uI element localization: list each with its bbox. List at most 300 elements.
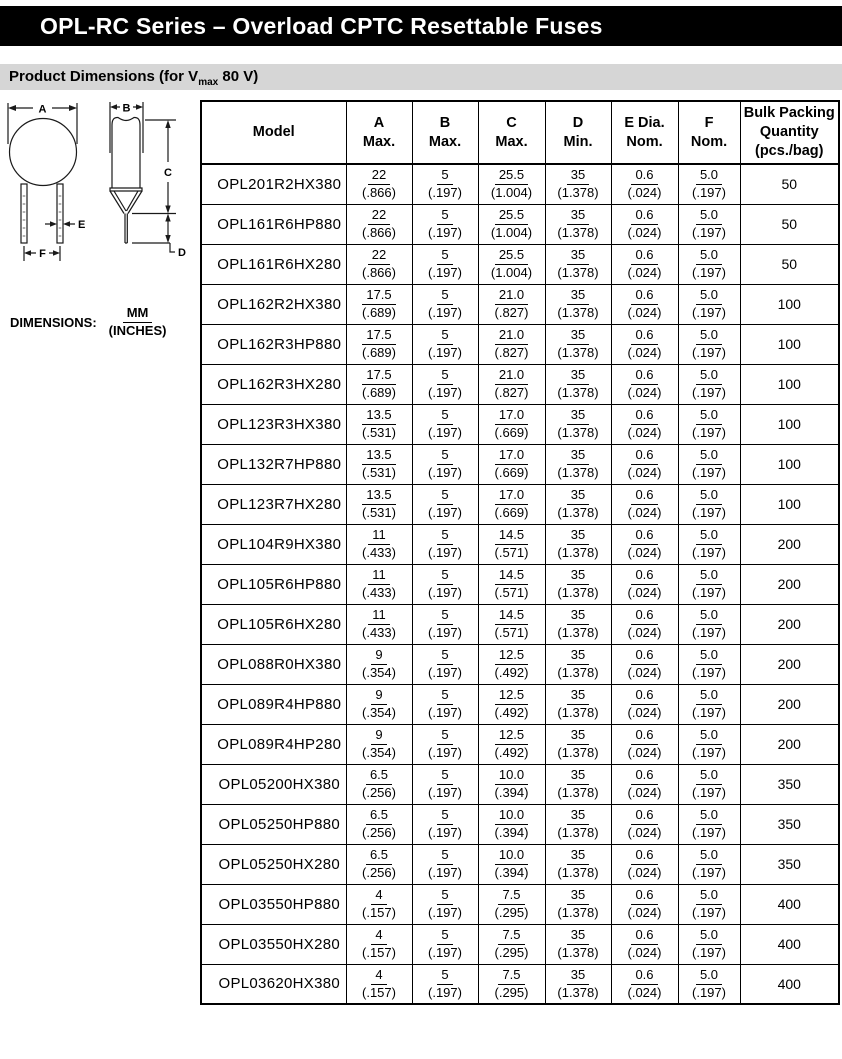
model-cell: OPL123R7HX280 <box>201 484 346 524</box>
dimension-cell <box>346 484 412 524</box>
dimension-cell <box>545 164 611 204</box>
dimensions-label: DIMENSIONS: <box>10 314 97 330</box>
product-dimension-diagram <box>0 100 200 292</box>
dimension-cell <box>545 964 611 1004</box>
bulk-quantity-cell: 100 <box>740 284 839 324</box>
bulk-quantity-cell: 100 <box>740 444 839 484</box>
mm-inch-fraction: $\frac{5.0}{(.197)}$ <box>692 767 726 800</box>
mm-inch-fraction: $\frac{35}{(1.378)}$ <box>557 407 599 440</box>
mm-inch-fraction: $\frac{4}{(.157)}$ <box>362 887 396 920</box>
mm-inch-fraction: $\frac{35}{(1.378)}$ <box>557 447 599 480</box>
mm-inch-fraction: $\frac{14.5}{(.571)}$ <box>494 527 529 560</box>
table-row <box>201 964 839 1004</box>
dimension-cell <box>478 844 545 884</box>
column-header-b-max: B Max. <box>412 101 478 164</box>
mm-inch-fraction: $\frac{5.0}{(.197)}$ <box>692 527 726 560</box>
dimension-cell <box>611 364 678 404</box>
dimension-cell <box>611 164 678 204</box>
model-cell: OPL105R6HP880 <box>201 564 346 604</box>
bulk-quantity-cell: 350 <box>740 804 839 844</box>
dimension-cell <box>478 724 545 764</box>
dimension-cell <box>346 564 412 604</box>
dimension-cell <box>478 924 545 964</box>
dimension-cell <box>545 844 611 884</box>
mm-inch-fraction: $\frac{5}{(.197)}$ <box>428 567 462 600</box>
dimension-cell <box>545 484 611 524</box>
dimension-cell <box>611 724 678 764</box>
mm-inch-fraction: $\frac{25.5}{(1.004)}$ <box>490 247 533 280</box>
mm-inch-fraction: $\frac{7.5}{(.295)}$ <box>494 966 529 1000</box>
mm-inch-fraction: $\frac{22}{(.866)}$ <box>362 207 396 240</box>
mm-inch-fraction: $\frac{21.0}{(.827)}$ <box>494 287 529 320</box>
mm-inch-fraction: $\frac{0.6}{(.024)}$ <box>627 287 662 320</box>
dimensions-note <box>0 306 200 339</box>
model-cell: OPL162R3HX280 <box>201 364 346 404</box>
mm-inch-fraction: $\frac{17.0}{(.669)}$ <box>494 447 529 480</box>
dimension-cell <box>346 604 412 644</box>
mm-inch-fraction: $\frac{0.6}{(.024)}$ <box>627 607 662 640</box>
mm-inch-fraction: $\frac{0.6}{(.024)}$ <box>627 527 662 560</box>
mm-inch-fraction: $\frac{25.5}{(1.004)}$ <box>490 207 533 240</box>
mm-inch-fraction: $\frac{13.5}{(.531)}$ <box>362 487 396 520</box>
dimension-cell <box>678 484 740 524</box>
dimension-cell <box>478 324 545 364</box>
mm-inch-fraction: $\frac{12.5}{(.492)}$ <box>494 647 529 680</box>
model-cell: OPL162R3HP880 <box>201 324 346 364</box>
dimension-cell <box>478 444 545 484</box>
units-mm: MM <box>123 306 153 323</box>
dimension-cell <box>678 644 740 684</box>
title-bar <box>0 6 842 46</box>
bulk-quantity-cell: 350 <box>740 764 839 804</box>
column-header-a-max: A Max. <box>346 101 412 164</box>
table-row <box>201 684 839 724</box>
table-row <box>201 924 839 964</box>
dimension-cell <box>478 884 545 924</box>
table-row <box>201 884 839 924</box>
mm-inch-fraction: $\frac{35}{(1.378)}$ <box>557 247 599 280</box>
dimension-cell <box>346 804 412 844</box>
dimension-cell <box>545 364 611 404</box>
mm-inch-fraction: $\frac{35}{(1.378)}$ <box>557 367 599 400</box>
mm-inch-fraction: $\frac{10.0}{(.394)}$ <box>494 847 529 880</box>
mm-inch-fraction: $\frac{5}{(.197)}$ <box>428 687 462 720</box>
dimension-cell <box>545 924 611 964</box>
column-header-f-nom: F Nom. <box>678 101 740 164</box>
mm-inch-fraction: $\frac{11}{(.433)}$ <box>362 527 396 560</box>
mm-inch-fraction: $\frac{5.0}{(.197)}$ <box>692 327 726 360</box>
mm-inch-fraction: $\frac{0.6}{(.024)}$ <box>627 367 662 400</box>
mm-inch-fraction: $\frac{22}{(.866)}$ <box>362 247 396 280</box>
model-cell: OPL105R6HX280 <box>201 604 346 644</box>
mm-inch-fraction: $\frac{22}{(.866)}$ <box>362 167 396 201</box>
dimension-cell <box>478 604 545 644</box>
mm-inch-fraction: $\frac{5}{(.197)}$ <box>428 607 462 640</box>
mm-inch-fraction: $\frac{12.5}{(.492)}$ <box>494 687 529 720</box>
dimension-cell <box>346 284 412 324</box>
mm-inch-fraction: $\frac{5}{(.197)}$ <box>428 367 462 400</box>
dimension-cell <box>346 924 412 964</box>
bulk-quantity-cell: 200 <box>740 564 839 604</box>
mm-inch-fraction: $\frac{17.0}{(.669)}$ <box>494 487 529 520</box>
mm-inch-fraction: $\frac{14.5}{(.571)}$ <box>494 567 529 600</box>
dimension-cell <box>545 244 611 284</box>
dimension-cell <box>346 364 412 404</box>
dimension-cell <box>611 684 678 724</box>
model-cell: OPL201R2HX380 <box>201 164 346 204</box>
dimension-cell <box>412 884 478 924</box>
mm-inch-fraction: $\frac{5.0}{(.197)}$ <box>692 687 726 720</box>
dimension-cell <box>545 804 611 844</box>
mm-inch-fraction: $\frac{35}{(1.378)}$ <box>557 167 599 201</box>
dim-d-arrows <box>132 214 186 260</box>
mm-inch-fraction: $\frac{7.5}{(.295)}$ <box>494 927 529 960</box>
dimension-cell <box>346 324 412 364</box>
dimension-cell <box>545 764 611 804</box>
model-cell: OPL05200HX380 <box>201 764 346 804</box>
mm-inch-fraction: $\frac{5}{(.197)}$ <box>428 647 462 680</box>
table-row <box>201 244 839 284</box>
dim-label-d: D <box>178 247 186 259</box>
dimension-cell <box>611 764 678 804</box>
bulk-quantity-cell: 400 <box>740 964 839 1004</box>
dim-e-arrows <box>45 219 85 231</box>
model-cell: OPL03620HX380 <box>201 964 346 1004</box>
mm-inch-fraction: $\frac{5.0}{(.197)}$ <box>692 567 726 600</box>
dimension-cell <box>611 444 678 484</box>
dimension-cell <box>678 364 740 404</box>
mm-inch-fraction: $\frac{0.6}{(.024)}$ <box>627 167 662 201</box>
column-header-model: Model <box>201 101 346 164</box>
dimension-cell <box>611 604 678 644</box>
disc-body-front <box>10 119 77 186</box>
mm-inch-fraction: $\frac{11}{(.433)}$ <box>362 607 396 640</box>
mm-inch-fraction: $\frac{9}{(.354)}$ <box>362 647 396 680</box>
dimension-cell <box>611 404 678 444</box>
dimension-cell <box>412 964 478 1004</box>
table-row <box>201 604 839 644</box>
mm-inch-fraction: $\frac{35}{(1.378)}$ <box>557 287 599 320</box>
bulk-quantity-cell: 200 <box>740 524 839 564</box>
dim-label-b: B <box>122 102 131 115</box>
page-title: OPL-RC Series – Overload CPTC Resettable Fuses <box>40 13 603 39</box>
mm-inch-fraction: $\frac{5.0}{(.197)}$ <box>692 247 726 280</box>
dimension-cell <box>346 244 412 284</box>
mm-inch-fraction: $\frac{5}{(.197)}$ <box>428 927 462 960</box>
mm-inch-fraction: $\frac{35}{(1.378)}$ <box>557 807 599 840</box>
dimension-cell <box>611 964 678 1004</box>
mm-inch-fraction: $\frac{0.6}{(.024)}$ <box>627 567 662 600</box>
dimension-cell <box>346 444 412 484</box>
dimension-cell <box>678 244 740 284</box>
mm-inch-fraction: $\frac{5}{(.197)}$ <box>428 447 462 480</box>
dimension-cell <box>412 844 478 884</box>
dimension-cell <box>346 724 412 764</box>
dim-f-arrows <box>24 246 60 261</box>
bulk-quantity-cell: 200 <box>740 684 839 724</box>
mm-inch-fraction: $\frac{5.0}{(.197)}$ <box>692 447 726 480</box>
table-header-row <box>201 101 839 164</box>
bulk-quantity-cell: 100 <box>740 484 839 524</box>
dimension-cell <box>545 284 611 324</box>
model-cell: OPL089R4HP880 <box>201 684 346 724</box>
dimension-cell <box>545 684 611 724</box>
dimension-cell <box>346 164 412 204</box>
dimension-cell <box>412 804 478 844</box>
model-cell: OPL089R4HP280 <box>201 724 346 764</box>
dimension-cell <box>678 964 740 1004</box>
dimensions-table <box>200 100 840 1005</box>
units-inches: (INCHES) <box>108 322 167 338</box>
mm-inch-fraction: $\frac{12.5}{(.492)}$ <box>494 727 529 760</box>
dimension-cell <box>545 884 611 924</box>
front-leads <box>21 184 63 243</box>
dimension-cell <box>678 764 740 804</box>
mm-inch-fraction: $\frac{35}{(1.378)}$ <box>557 687 599 720</box>
section-header-bar <box>0 64 842 90</box>
dimension-cell <box>346 964 412 1004</box>
dimension-cell <box>678 924 740 964</box>
mm-inch-fraction: $\frac{17.0}{(.669)}$ <box>494 407 529 440</box>
model-cell: OPL03550HX280 <box>201 924 346 964</box>
model-cell: OPL03550HP880 <box>201 884 346 924</box>
diagram-panel <box>0 100 200 339</box>
dimension-cell <box>678 564 740 604</box>
model-cell: OPL132R7HP880 <box>201 444 346 484</box>
dimension-cell <box>412 244 478 284</box>
mm-inch-fraction: $\frac{5}{(.197)}$ <box>428 807 462 840</box>
column-header-bulk-packing-quantity: Bulk Packing Quantity (pcs./bag) <box>740 101 839 164</box>
mm-inch-fraction: $\frac{4}{(.157)}$ <box>362 966 396 1000</box>
dimension-cell <box>678 164 740 204</box>
dimension-cell <box>611 284 678 324</box>
dimension-cell <box>478 204 545 244</box>
mm-inch-fraction: $\frac{0.6}{(.024)}$ <box>627 847 662 880</box>
table-row <box>201 364 839 404</box>
table-row <box>201 164 839 204</box>
mm-inch-fraction: $\frac{6.5}{(.256)}$ <box>362 767 396 800</box>
dimension-cell <box>545 644 611 684</box>
mm-inch-fraction: $\frac{5}{(.197)}$ <box>428 767 462 800</box>
mm-inch-fraction: $\frac{5.0}{(.197)}$ <box>692 647 726 680</box>
bulk-quantity-cell: 100 <box>740 404 839 444</box>
dimension-cell <box>611 484 678 524</box>
mm-inch-fraction: $\frac{5.0}{(.197)}$ <box>692 167 726 201</box>
dim-label-c: C <box>164 167 172 179</box>
dimension-cell <box>478 484 545 524</box>
dimension-cell <box>478 404 545 444</box>
mm-inch-fraction: $\frac{35}{(1.378)}$ <box>557 887 599 920</box>
dimension-cell <box>678 684 740 724</box>
dimension-cell <box>678 284 740 324</box>
model-cell: OPL123R3HX380 <box>201 404 346 444</box>
bulk-quantity-cell: 50 <box>740 244 839 284</box>
dimension-cell <box>545 444 611 484</box>
dimension-cell <box>412 484 478 524</box>
model-cell: OPL104R9HX380 <box>201 524 346 564</box>
table-row <box>201 844 839 884</box>
dimension-cell <box>478 364 545 404</box>
bulk-quantity-cell: 350 <box>740 844 839 884</box>
mm-inch-fraction: $\frac{21.0}{(.827)}$ <box>494 367 529 400</box>
table-row <box>201 284 839 324</box>
mm-inch-fraction: $\frac{5.0}{(.197)}$ <box>692 287 726 320</box>
dimension-cell <box>611 204 678 244</box>
model-cell: OPL162R2HX380 <box>201 284 346 324</box>
table-row <box>201 724 839 764</box>
table-row <box>201 444 839 484</box>
mm-inch-fraction: $\frac{35}{(1.378)}$ <box>557 527 599 560</box>
mm-inch-fraction: $\frac{0.6}{(.024)}$ <box>627 727 662 760</box>
dimension-cell <box>346 524 412 564</box>
model-cell: OPL05250HP880 <box>201 804 346 844</box>
dimension-cell <box>412 324 478 364</box>
table-row <box>201 644 839 684</box>
mm-inch-fraction: $\frac{0.6}{(.024)}$ <box>627 807 662 840</box>
dimension-cell <box>611 644 678 684</box>
mm-inch-fraction: $\frac{5}{(.197)}$ <box>428 407 462 440</box>
mm-inch-fraction: $\frac{0.6}{(.024)}$ <box>627 767 662 800</box>
mm-inch-fraction: $\frac{25.5}{(1.004)}$ <box>490 167 533 201</box>
dimension-cell <box>478 164 545 204</box>
units-fraction <box>109 306 167 339</box>
dimension-cell <box>545 324 611 364</box>
mm-inch-fraction: $\frac{5.0}{(.197)}$ <box>692 966 726 1000</box>
dimension-cell <box>478 644 545 684</box>
mm-inch-fraction: $\frac{5}{(.197)}$ <box>428 966 462 1000</box>
mm-inch-fraction: $\frac{0.6}{(.024)}$ <box>627 927 662 960</box>
dim-label-a: A <box>38 103 47 116</box>
mm-inch-fraction: $\frac{6.5}{(.256)}$ <box>362 847 396 880</box>
mm-inch-fraction: $\frac{35}{(1.378)}$ <box>557 847 599 880</box>
bulk-quantity-cell: 200 <box>740 604 839 644</box>
mm-inch-fraction: $\frac{35}{(1.378)}$ <box>557 487 599 520</box>
dimension-cell <box>412 404 478 444</box>
mm-inch-fraction: $\frac{21.0}{(.827)}$ <box>494 327 529 360</box>
dimension-cell <box>412 724 478 764</box>
mm-inch-fraction: $\frac{17.5}{(.689)}$ <box>362 367 396 400</box>
mm-inch-fraction: $\frac{6.5}{(.256)}$ <box>362 807 396 840</box>
mm-inch-fraction: $\frac{35}{(1.378)}$ <box>557 767 599 800</box>
mm-inch-fraction: $\frac{0.6}{(.024)}$ <box>627 327 662 360</box>
mm-inch-fraction: $\frac{5}{(.197)}$ <box>428 327 462 360</box>
model-cell: OPL161R6HP880 <box>201 204 346 244</box>
mm-inch-fraction: $\frac{5.0}{(.197)}$ <box>692 607 726 640</box>
dimension-cell <box>346 844 412 884</box>
dimension-cell <box>611 564 678 604</box>
bulk-quantity-cell: 200 <box>740 724 839 764</box>
mm-inch-fraction: $\frac{35}{(1.378)}$ <box>557 207 599 240</box>
content-area <box>0 100 842 1005</box>
mm-inch-fraction: $\frac{35}{(1.378)}$ <box>557 567 599 600</box>
mm-inch-fraction: $\frac{0.6}{(.024)}$ <box>627 407 662 440</box>
dim-label-f: F <box>39 248 46 260</box>
mm-inch-fraction: $\frac{13.5}{(.531)}$ <box>362 407 396 440</box>
dimension-cell <box>545 724 611 764</box>
bulk-quantity-cell: 400 <box>740 924 839 964</box>
mm-inch-fraction: $\frac{5.0}{(.197)}$ <box>692 727 726 760</box>
mm-inch-fraction: $\frac{5}{(.197)}$ <box>428 167 462 201</box>
dimension-cell <box>611 924 678 964</box>
dimension-cell <box>478 764 545 804</box>
mm-inch-fraction: $\frac{5.0}{(.197)}$ <box>692 927 726 960</box>
dimension-cell <box>545 564 611 604</box>
mm-inch-fraction: $\frac{13.5}{(.531)}$ <box>362 447 396 480</box>
mm-inch-fraction: $\frac{5.0}{(.197)}$ <box>692 367 726 400</box>
mm-inch-fraction: $\frac{5.0}{(.197)}$ <box>692 847 726 880</box>
mm-inch-fraction: $\frac{0.6}{(.024)}$ <box>627 687 662 720</box>
table-row <box>201 804 839 844</box>
dimension-cell <box>611 804 678 844</box>
mm-inch-fraction: $\frac{5}{(.197)}$ <box>428 247 462 280</box>
dimension-cell <box>678 884 740 924</box>
dimension-cell <box>412 764 478 804</box>
dimension-cell <box>478 284 545 324</box>
column-header-c-max: C Max. <box>478 101 545 164</box>
mm-inch-fraction: $\frac{5.0}{(.197)}$ <box>692 487 726 520</box>
dimension-cell <box>412 604 478 644</box>
dimension-cell <box>478 684 545 724</box>
dimension-cell <box>412 564 478 604</box>
mm-inch-fraction: $\frac{5}{(.197)}$ <box>428 847 462 880</box>
dimension-cell <box>678 524 740 564</box>
mm-inch-fraction: $\frac{9}{(.354)}$ <box>362 727 396 760</box>
mm-inch-fraction: $\frac{0.6}{(.024)}$ <box>627 487 662 520</box>
dimension-cell <box>478 244 545 284</box>
mm-inch-fraction: $\frac{35}{(1.378)}$ <box>557 327 599 360</box>
dimension-cell <box>346 404 412 444</box>
mm-inch-fraction: $\frac{5}{(.197)}$ <box>428 887 462 920</box>
model-cell: OPL05250HX280 <box>201 844 346 884</box>
dimension-cell <box>678 724 740 764</box>
mm-inch-fraction: $\frac{0.6}{(.024)}$ <box>627 966 662 1000</box>
mm-inch-fraction: $\frac{35}{(1.378)}$ <box>557 966 599 1000</box>
table-row <box>201 764 839 804</box>
bulk-quantity-cell: 50 <box>740 204 839 244</box>
dimension-cell <box>545 604 611 644</box>
mm-inch-fraction: $\frac{0.6}{(.024)}$ <box>627 447 662 480</box>
dimension-cell <box>412 524 478 564</box>
mm-inch-fraction: $\frac{5}{(.197)}$ <box>428 287 462 320</box>
mm-inch-fraction: $\frac{14.5}{(.571)}$ <box>494 607 529 640</box>
mm-inch-fraction: $\frac{5.0}{(.197)}$ <box>692 407 726 440</box>
dimension-cell <box>611 884 678 924</box>
dimension-cell <box>611 244 678 284</box>
dimension-cell <box>545 204 611 244</box>
dimension-cell <box>678 204 740 244</box>
dimension-cell <box>678 804 740 844</box>
dimension-cell <box>412 364 478 404</box>
table-row <box>201 324 839 364</box>
mm-inch-fraction: $\frac{17.5}{(.689)}$ <box>362 287 396 320</box>
mm-inch-fraction: $\frac{0.6}{(.024)}$ <box>627 647 662 680</box>
bulk-quantity-cell: 200 <box>740 644 839 684</box>
dimension-cell <box>412 644 478 684</box>
dimension-cell <box>412 924 478 964</box>
dimension-cell <box>545 524 611 564</box>
mm-inch-fraction: $\frac{35}{(1.378)}$ <box>557 927 599 960</box>
dimension-cell <box>478 524 545 564</box>
dimension-cell <box>346 204 412 244</box>
bulk-quantity-cell: 50 <box>740 164 839 204</box>
dimension-cell <box>412 164 478 204</box>
mm-inch-fraction: $\frac{10.0}{(.394)}$ <box>494 767 529 800</box>
dimension-cell <box>545 404 611 444</box>
table-row <box>201 564 839 604</box>
model-cell: OPL161R6HX280 <box>201 244 346 284</box>
mm-inch-fraction: $\frac{0.6}{(.024)}$ <box>627 887 662 920</box>
mm-inch-fraction: $\frac{5}{(.197)}$ <box>428 207 462 240</box>
